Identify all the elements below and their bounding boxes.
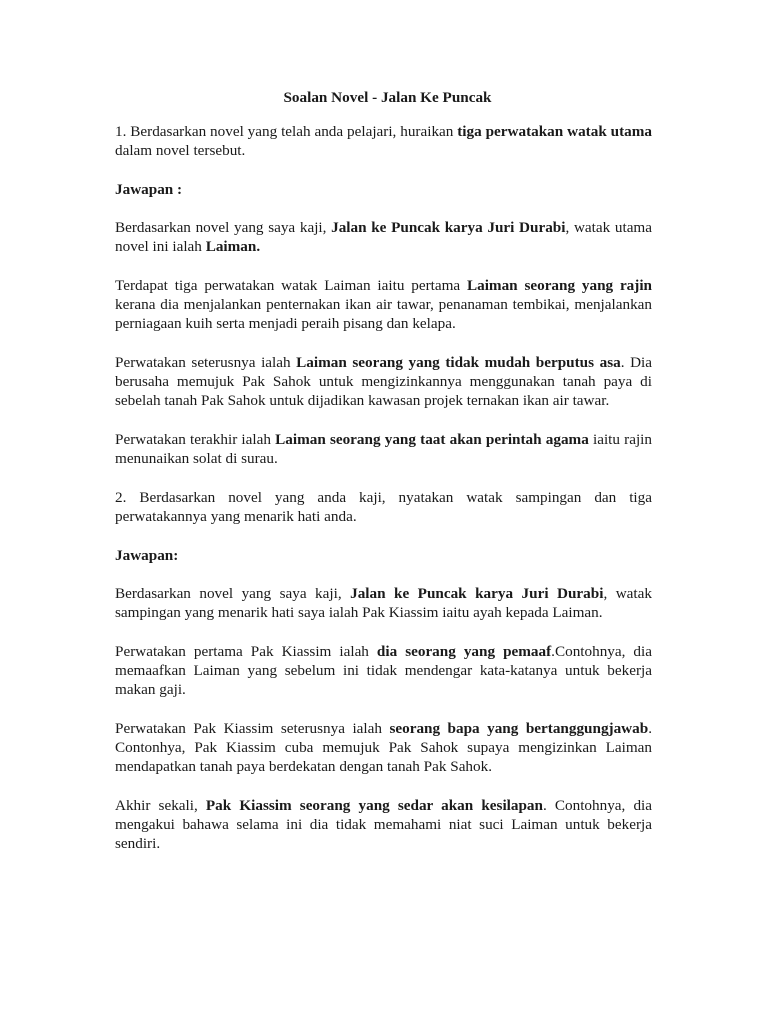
answer-1-paragraph-4: [115, 430, 652, 468]
text-segment: . Contonhya, Pak Kiassim cuba memujuk Pak Sahok supaya mengizinkan Laiman mendapatkan tanah paya berdekatan dengan tanah Pak Sahok.: [115, 720, 652, 775]
text-segment: Perwatakan Pak Kiassim seterusnya ialah: [115, 720, 390, 737]
text-segment: Perwatakan pertama Pak Kiassim ialah: [115, 643, 377, 660]
document-page: [115, 88, 652, 873]
bold-segment: Laiman.: [205, 238, 261, 255]
text-segment: iaitu rajin menunaikan solat di surau.: [115, 431, 652, 467]
text-segment: kerana dia menjalankan penternakan ikan air tawar, penanaman tembikai, menjalankan perniagaan kuih serta menjadi peraih pisang dan kelapa.: [115, 296, 652, 332]
text-segment: Perwatakan seterusnya ialah: [115, 354, 297, 371]
text-segment: Akhir sekali,: [115, 797, 206, 814]
question-2-text: 2. Berdasarkan novel yang anda kaji, nyatakan watak sampingan dan tiga perwatakannya yang menarik hati anda.: [115, 489, 652, 525]
answer-1-paragraph-2: [115, 276, 652, 333]
answer-1-paragraph-1: [115, 218, 652, 256]
answer-2-paragraph-4: [115, 796, 652, 853]
question-1-text-a: 1. Berdasarkan novel yang telah anda pelajari, huraikan: [115, 123, 458, 140]
text-segment: . Contohnya, dia mengakui bahawa selama ini dia tidak memahami niat suci Laiman untuk bekerja sendiri.: [115, 797, 653, 852]
question-1-text-b: dalam novel tersebut.: [115, 142, 246, 159]
bold-segment: Laiman seorang yang rajin: [466, 277, 652, 294]
text-segment: .Contohnya, dia memaafkan Laiman yang sebelum ini tidak mendengar kata-katanya untuk bekerja makan gaji.: [115, 643, 652, 698]
bold-segment: Pak Kiassim seorang yang sedar akan kesilapan: [205, 797, 543, 814]
text-segment: . Dia berusaha memujuk Pak Sahok untuk mengizinkannya menggunakan tanah paya di sebelah tanah Pak Sahok untuk dijadikan kawasan projek ternakan ikan air tawar.: [115, 354, 652, 409]
bold-segment: Jalan ke Puncak karya Juri Durabi: [331, 219, 566, 236]
answer-1-paragraph-3: [115, 353, 652, 410]
bold-segment: seorang bapa yang bertanggungjawab: [389, 720, 649, 737]
bold-segment: dia seorang yang pemaaf: [376, 643, 552, 660]
question-2: [115, 488, 652, 526]
question-1-emphasis: tiga perwatakan watak utama: [457, 123, 652, 140]
text-segment: , watak sampingan yang menarik hati saya ialah Pak Kiassim iaitu ayah kepada Laiman.: [115, 585, 652, 621]
document-title: Soalan Novel - Jalan Ke Puncak: [283, 89, 492, 106]
answer-2-paragraph-1: [115, 584, 652, 622]
text-segment: Perwatakan terakhir ialah: [115, 431, 276, 448]
answer-2-paragraph-3: [115, 719, 652, 776]
bold-segment: Laiman seorang yang taat akan perintah agama: [275, 431, 589, 448]
question-1: [115, 122, 652, 160]
text-segment: Berdasarkan novel yang saya kaji,: [115, 219, 332, 236]
text-segment: , watak utama novel ini ialah: [115, 219, 652, 255]
answer-1-heading: Jawapan :: [115, 181, 183, 198]
text-segment: Berdasarkan novel yang saya kaji,: [115, 585, 351, 602]
text-segment: Terdapat tiga perwatakan watak Laiman iaitu pertama: [115, 277, 467, 294]
answer-2-heading: Jawapan:: [115, 547, 179, 564]
bold-segment: Jalan ke Puncak karya Juri Durabi: [350, 585, 604, 602]
bold-segment: Laiman seorang yang tidak mudah berputus asa: [296, 354, 621, 371]
answer-2-paragraph-2: [115, 642, 652, 699]
